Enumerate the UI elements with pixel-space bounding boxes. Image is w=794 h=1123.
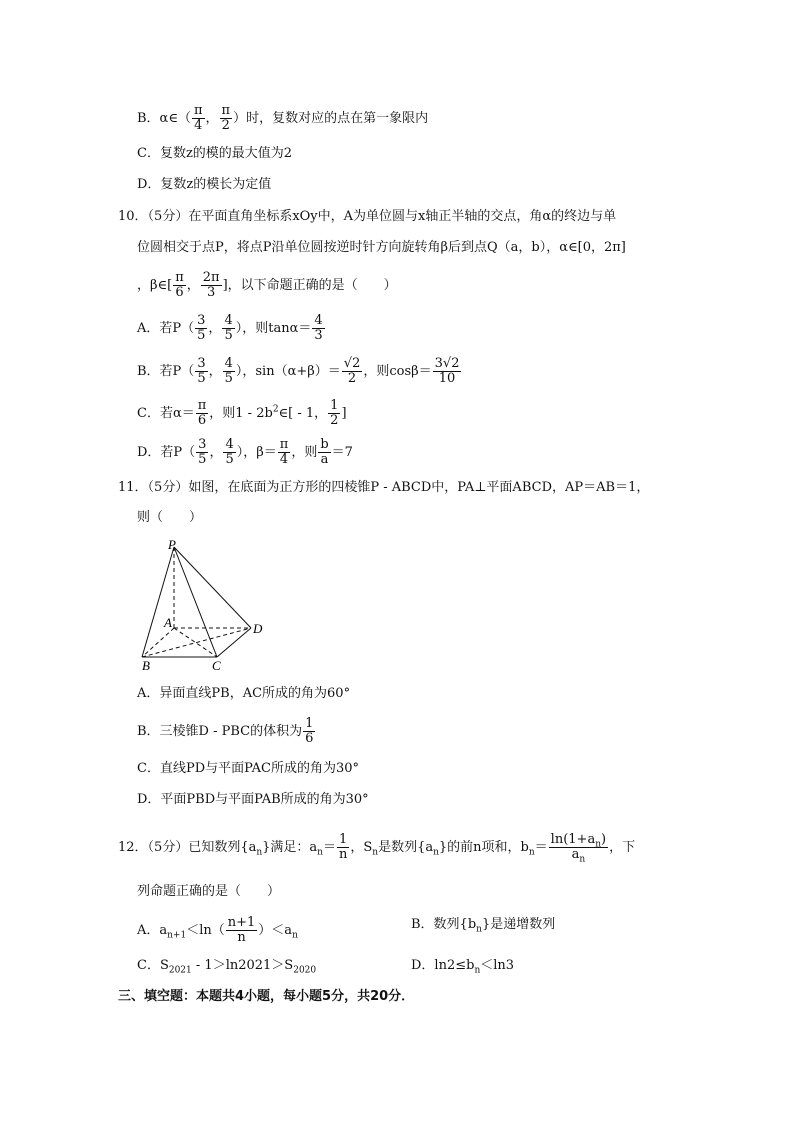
fraction: $\frac{\pi}{4}$ (279, 437, 289, 467)
q11-stem-line1: 11．（5分）如图，在底面为正方形的四棱锥P - ABCD中，PA⊥平面ABCD，AP＝AB＝1， (118, 480, 650, 495)
q12-option-d: D．$\ln 2\le b_n<\ln 3$ (411, 958, 515, 976)
fraction: $\frac{b}{a}$ (320, 437, 329, 467)
label-p: P (168, 537, 176, 552)
fraction: $\frac{√2}{2}$ (343, 356, 361, 386)
q9-option-c: C．复数z的模的最大值为2 (137, 146, 293, 161)
section-three-heading: 三、填空题：本题共4小题，每小题5分，共20分． (118, 989, 415, 1004)
q10-stem-line1: 10．（5分）在平面直角坐标系xOy中，A为单位圆与x轴正半轴的交点，角α的终边与单 (118, 209, 617, 224)
q10-option-d: D．若P（ $\frac{3}{5}$ ， $\frac{4}{5}$ ），β＝ $\frac{\pi}{4}$ ，则 $\frac{b}{a}$ ＝7 (137, 437, 353, 467)
fraction: $\frac{3}{5}$ (198, 437, 207, 467)
q11-stem-line2: 则（ ） (137, 510, 203, 525)
fraction: $\frac{n+1}{n}$ (227, 915, 256, 945)
fraction: $\frac{3}{5}$ (197, 356, 206, 386)
q10-option-b: B．若P（ $\frac{3}{5}$ ， $\frac{4}{5}$ ），sin（α+β）＝ $\frac{√2}{2}$ ，则cosβ＝ $\frac{3√2}{10}$ (137, 356, 460, 386)
q9-option-d: D．复数z的模长为定值 (137, 177, 272, 192)
fraction: $\frac{1}{6}$ (305, 716, 314, 746)
fraction: $\frac{\ln(1+a_n)}{a_n}$ (550, 832, 607, 865)
q11-option-a: A．异面直线PB，AC所成的角为60° (137, 686, 351, 701)
fraction: $\frac{4}{5}$ (224, 356, 233, 386)
edge-pd (174, 547, 251, 628)
q12-stem-line2: 列命题正确的是（ ） (137, 884, 281, 899)
fraction: $\frac{\pi}{4}$ (193, 103, 203, 133)
label-a: A (164, 615, 172, 630)
fraction: $\frac{3}{5}$ (197, 313, 206, 343)
q9-option-b: B．α∈（ $\frac{\pi}{4}$ ， $\frac{\pi}{2}$ ）时，复数对应的点在第一象限内 (137, 103, 429, 133)
q12-option-c: C．$S_{2021} - 1>\ln 2021>S_{2020}$ (137, 958, 317, 976)
fraction: $\frac{2\pi}{3}$ (202, 270, 220, 300)
q10-stem-line3: ，β∈[ $\frac{\pi}{6}$ ， $\frac{2\pi}{3}$ ]，以下命题正确的是（ ） (137, 270, 397, 300)
q11-option-d: D．平面PBD与平面PAB所成的角为30° (137, 792, 369, 807)
edge-cd (217, 628, 251, 657)
fraction: $\frac{1}{2}$ (330, 398, 339, 428)
fraction: $\frac{3√2}{10}$ (434, 356, 460, 386)
label-d: D (253, 621, 263, 636)
label-c: C (212, 658, 221, 673)
edge-pb (142, 547, 174, 657)
fraction: $\frac{4}{3}$ (314, 313, 323, 343)
fraction: $\frac{1}{n}$ (338, 832, 348, 862)
q12-option-a: A．$a_{n+1}<\ln$（ $\frac{n+1}{n}$ ）$<a_n$ (137, 915, 298, 945)
edge-ac (174, 628, 217, 657)
q12-option-b: B．数列$\{b_n\}$是递增数列 (411, 917, 556, 935)
q11-option-b: B．三棱锥D - PBC的体积为 $\frac{1}{6}$ (137, 716, 314, 746)
q10-option-a: A．若P（ $\frac{3}{5}$ ， $\frac{4}{5}$ ），则tanα＝ $\frac{4}{3}$ (137, 313, 323, 343)
fraction: $\frac{\pi}{6}$ (175, 270, 184, 300)
q11-option-c: C．直线PD与平面PAC所成的角为30° (137, 761, 360, 776)
label-b: B (142, 658, 150, 673)
fraction: $\frac{4}{5}$ (225, 437, 234, 467)
q10-option-c: C．若α＝ $\frac{\pi}{6}$ ，则$1 - 2b^2\in[ - 1$， $\frac{1}{2}$ ] (137, 398, 347, 428)
pyramid-figure (130, 535, 280, 675)
fraction: $\frac{\pi}{2}$ (221, 103, 231, 133)
fraction: $\frac{\pi}{6}$ (197, 398, 207, 428)
fraction: $\frac{4}{5}$ (224, 313, 233, 343)
edge-pc (174, 547, 217, 657)
q12-stem-line1: 12．（5分）已知数列$\{a_n\}$满足：$a_n=$ $\frac{1}{n}$ ，$S_n$是数列$\{a_n\}$的前n项和，$b_n=$ $\frac{\ln(1+a_n)}{a_n}$ ，下 (118, 832, 636, 865)
q10-stem-line2: 位圆相交于点P，将点P沿单位圆按逆时针方向旋转角β后到点Q（a，b），α∈[0，2π] (137, 240, 626, 255)
